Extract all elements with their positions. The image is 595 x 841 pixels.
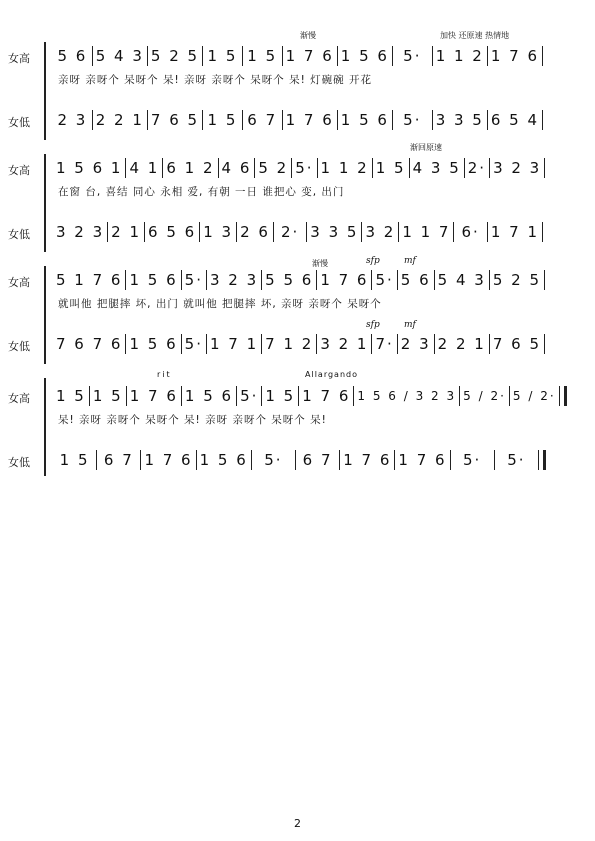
measure: 1 5 6 bbox=[340, 47, 389, 65]
barline bbox=[107, 222, 108, 242]
label-alto: 女低 bbox=[8, 228, 30, 241]
barline bbox=[337, 110, 338, 130]
system-brace bbox=[44, 266, 49, 364]
dynamic-mark: sfp bbox=[366, 256, 380, 266]
label-soprano: 女高 bbox=[8, 276, 30, 289]
barline bbox=[453, 222, 454, 242]
measure: 5· bbox=[264, 451, 283, 469]
measure: 2 1 bbox=[111, 223, 142, 241]
tempo-mark: 渐回原速 bbox=[410, 143, 442, 152]
barline bbox=[544, 334, 545, 354]
lyrics: 呆! 亲呀 亲呀个 呆呀个 呆! 亲呀 亲呀个 呆呀个 呆! bbox=[58, 414, 327, 426]
label-alto: 女低 bbox=[8, 456, 30, 469]
barline bbox=[295, 450, 296, 470]
dynamic-mark: sfp bbox=[366, 320, 380, 330]
barline bbox=[162, 158, 163, 178]
barline bbox=[316, 270, 317, 290]
measure: 1 7 6 bbox=[144, 451, 193, 469]
final-barline bbox=[559, 386, 567, 406]
soprano-row bbox=[56, 270, 546, 290]
measure: 5 1 7 6 bbox=[56, 271, 123, 289]
barline bbox=[487, 46, 488, 66]
measure: 2 6 bbox=[240, 223, 270, 241]
barline bbox=[489, 158, 490, 178]
barline bbox=[251, 450, 252, 470]
system-brace bbox=[44, 42, 49, 140]
barline bbox=[261, 270, 262, 290]
measure: 5 4 3 bbox=[95, 47, 144, 65]
alto-row bbox=[56, 334, 546, 354]
measure: 1 3 bbox=[203, 223, 234, 241]
barline bbox=[339, 450, 340, 470]
barline bbox=[202, 110, 203, 130]
final-barline bbox=[538, 450, 546, 470]
barline bbox=[181, 386, 182, 406]
barline bbox=[125, 158, 126, 178]
tempo-mark: 渐慢 bbox=[312, 259, 328, 268]
measure: 3 2 3 bbox=[493, 159, 542, 177]
measure: 7 6 5 bbox=[150, 111, 200, 129]
measure: 4 1 bbox=[129, 159, 160, 177]
barline bbox=[337, 46, 338, 66]
label-alto: 女低 bbox=[8, 340, 30, 353]
barline bbox=[140, 450, 141, 470]
barline bbox=[218, 158, 219, 178]
measure: 2 2 1 bbox=[437, 335, 486, 353]
barline bbox=[147, 110, 148, 130]
barline bbox=[434, 270, 435, 290]
barline bbox=[397, 334, 398, 354]
barline bbox=[92, 110, 93, 130]
label-soprano: 女高 bbox=[8, 164, 30, 177]
measure: 3 2 3 bbox=[56, 223, 105, 241]
measure: 1 7 1 bbox=[490, 223, 540, 241]
barline bbox=[489, 334, 490, 354]
barline bbox=[432, 46, 433, 66]
measure: 5· bbox=[184, 335, 203, 353]
measure: 3 2 bbox=[365, 223, 396, 241]
system-brace bbox=[44, 154, 49, 252]
barline bbox=[236, 222, 237, 242]
barline bbox=[464, 158, 465, 178]
barline bbox=[202, 46, 203, 66]
dynamic-mark: mf bbox=[404, 256, 416, 266]
measure: 6 5 4 bbox=[490, 111, 540, 129]
measure: 2 2 1 bbox=[95, 111, 144, 129]
measure: 4 6 bbox=[221, 159, 252, 177]
tempo-mark: rit bbox=[157, 370, 172, 379]
tempo-mark: 加快 还原速 热情地 bbox=[440, 31, 510, 40]
measure: 6 5 6 bbox=[148, 223, 197, 241]
barline bbox=[487, 110, 488, 130]
measure: 2 3 bbox=[57, 111, 88, 129]
barline bbox=[261, 334, 262, 354]
barline bbox=[398, 222, 399, 242]
barline bbox=[291, 158, 292, 178]
barline bbox=[125, 270, 126, 290]
measure: 1 5 bbox=[247, 47, 278, 65]
measure: 1 7 1 bbox=[209, 335, 259, 353]
lyrics: 亲呀 亲呀个 呆呀个 呆! 亲呀 亲呀个 呆呀个 呆! 灯碗碗 开花 bbox=[58, 74, 372, 86]
barline bbox=[544, 270, 545, 290]
measure: 1 5 bbox=[207, 47, 238, 65]
measure: 7 1 2 bbox=[265, 335, 314, 353]
barline bbox=[254, 158, 255, 178]
measure: 5 5 6 bbox=[265, 271, 314, 289]
lyrics: 在窗 台, 喜结 同心 永相 爱, 有朝 一日 谁把心 变, 出门 bbox=[58, 186, 345, 198]
measure: 1 5 6 bbox=[129, 271, 178, 289]
measure: 1 7 6 bbox=[343, 451, 392, 469]
alto-row bbox=[56, 222, 546, 242]
barline bbox=[371, 270, 372, 290]
barline bbox=[544, 158, 545, 178]
measure: 1 7 6 bbox=[490, 47, 540, 65]
barline bbox=[489, 270, 490, 290]
measure: 1 7 6 bbox=[129, 387, 178, 405]
measure: 1 7 6 bbox=[285, 111, 334, 129]
label-soprano: 女高 bbox=[8, 52, 30, 65]
alto-row bbox=[56, 450, 546, 470]
soprano-row bbox=[56, 158, 546, 178]
barline bbox=[282, 110, 283, 130]
barline bbox=[144, 222, 145, 242]
measure: 3 2 3 bbox=[209, 271, 259, 289]
system-brace bbox=[44, 378, 49, 476]
measure: 6 7 bbox=[103, 451, 134, 469]
measure: 1 5 6 bbox=[340, 111, 389, 129]
measure: 5· bbox=[507, 451, 526, 469]
measure: 1 7 6 bbox=[320, 271, 369, 289]
measure: 5 / 2· bbox=[512, 389, 556, 403]
measure: 2 3 bbox=[400, 335, 431, 353]
measure: 3 3 5 bbox=[435, 111, 484, 129]
barline bbox=[397, 270, 398, 290]
label-alto: 女低 bbox=[8, 116, 30, 129]
barline bbox=[459, 386, 460, 406]
barline bbox=[298, 386, 299, 406]
barline bbox=[242, 46, 243, 66]
barline bbox=[125, 334, 126, 354]
measure: 5· bbox=[375, 271, 394, 289]
measure: 1 5 6 bbox=[199, 451, 248, 469]
barline bbox=[126, 386, 127, 406]
measure: 2· bbox=[280, 223, 300, 241]
measure: 5· bbox=[403, 47, 422, 65]
measure: 4 3 5 bbox=[412, 159, 461, 177]
measure: 1 5 bbox=[207, 111, 238, 129]
barline bbox=[494, 450, 495, 470]
tempo-mark: Allargando bbox=[305, 370, 358, 379]
barline bbox=[306, 222, 307, 242]
measure: 1 5 bbox=[92, 387, 123, 405]
barline bbox=[371, 334, 372, 354]
measure: 1 1 7 bbox=[402, 223, 451, 241]
measure: 1 7 6 bbox=[285, 47, 334, 65]
barline bbox=[317, 158, 318, 178]
barline bbox=[196, 450, 197, 470]
measure: 5 2 bbox=[258, 159, 289, 177]
barline bbox=[450, 450, 451, 470]
barline bbox=[282, 46, 283, 66]
measure: 5· bbox=[463, 451, 482, 469]
barline bbox=[181, 270, 182, 290]
measure: 1 5 bbox=[56, 387, 86, 405]
measure: 5 4 3 bbox=[437, 271, 486, 289]
measure: 5· bbox=[295, 159, 314, 177]
label-soprano: 女高 bbox=[8, 392, 30, 405]
barline bbox=[316, 334, 317, 354]
measure: 7 6 5 bbox=[492, 335, 541, 353]
measure: 1 1 2 bbox=[435, 47, 484, 65]
measure: 1 5 bbox=[375, 159, 406, 177]
measure: 1 5 bbox=[265, 387, 296, 405]
barline bbox=[392, 46, 393, 66]
barline bbox=[392, 110, 393, 130]
barline bbox=[92, 46, 93, 66]
measure: 3 3 5 bbox=[310, 223, 359, 241]
barline bbox=[353, 386, 354, 406]
page-number: 2 bbox=[294, 817, 301, 830]
measure: 1 1 2 bbox=[320, 159, 369, 177]
dynamic-mark: mf bbox=[404, 320, 416, 330]
barline bbox=[542, 46, 543, 66]
alto-row bbox=[56, 110, 546, 130]
measure: 5 6 bbox=[400, 271, 431, 289]
barline bbox=[242, 110, 243, 130]
lyrics: 就叫他 把腿摔 坏, 出门 就叫他 把腿摔 坏, 亲呀 亲呀个 呆呀个 bbox=[58, 298, 382, 310]
measure: 5· bbox=[184, 271, 203, 289]
soprano-row bbox=[56, 386, 556, 406]
barline bbox=[273, 222, 274, 242]
barline bbox=[372, 158, 373, 178]
barline bbox=[147, 46, 148, 66]
measure: 1 5 bbox=[59, 451, 90, 469]
barline bbox=[432, 110, 433, 130]
measure: 6 1 2 bbox=[166, 159, 215, 177]
tempo-mark: 渐慢 bbox=[300, 31, 316, 40]
measure: 6· bbox=[461, 223, 480, 241]
measure: 6 7 bbox=[247, 111, 278, 129]
measure: 5 2 5 bbox=[150, 47, 200, 65]
measure: 1 5 6 1 bbox=[56, 159, 123, 177]
barline bbox=[542, 222, 543, 242]
barline bbox=[434, 334, 435, 354]
barline bbox=[89, 386, 90, 406]
measure: 1 5 6 bbox=[129, 335, 178, 353]
barline bbox=[96, 450, 97, 470]
measure: 1 7 6 bbox=[302, 387, 351, 405]
measure: 1 7 6 bbox=[398, 451, 447, 469]
barline bbox=[394, 450, 395, 470]
measure: 1 5 6 / 3 2 3 bbox=[357, 389, 457, 403]
measure: 5 2 5 bbox=[492, 271, 541, 289]
measure: 5 / 2· bbox=[463, 389, 506, 403]
barline bbox=[542, 110, 543, 130]
barline bbox=[509, 386, 510, 406]
barline bbox=[409, 158, 410, 178]
barline bbox=[206, 334, 207, 354]
measure: 7 6 7 6 bbox=[56, 335, 123, 353]
barline bbox=[361, 222, 362, 242]
measure: 5· bbox=[403, 111, 422, 129]
soprano-row bbox=[56, 46, 546, 66]
measure: 1 5 6 bbox=[184, 387, 234, 405]
barline bbox=[181, 334, 182, 354]
measure: 3 2 1 bbox=[320, 335, 369, 353]
measure: 6 7 bbox=[302, 451, 333, 469]
measure: 5· bbox=[240, 387, 259, 405]
barline bbox=[487, 222, 488, 242]
barline bbox=[199, 222, 200, 242]
barline bbox=[206, 270, 207, 290]
measure: 7· bbox=[375, 335, 394, 353]
measure: 2· bbox=[467, 159, 487, 177]
measure: 5 6 bbox=[57, 47, 88, 65]
barline bbox=[261, 386, 262, 406]
barline bbox=[236, 386, 237, 406]
